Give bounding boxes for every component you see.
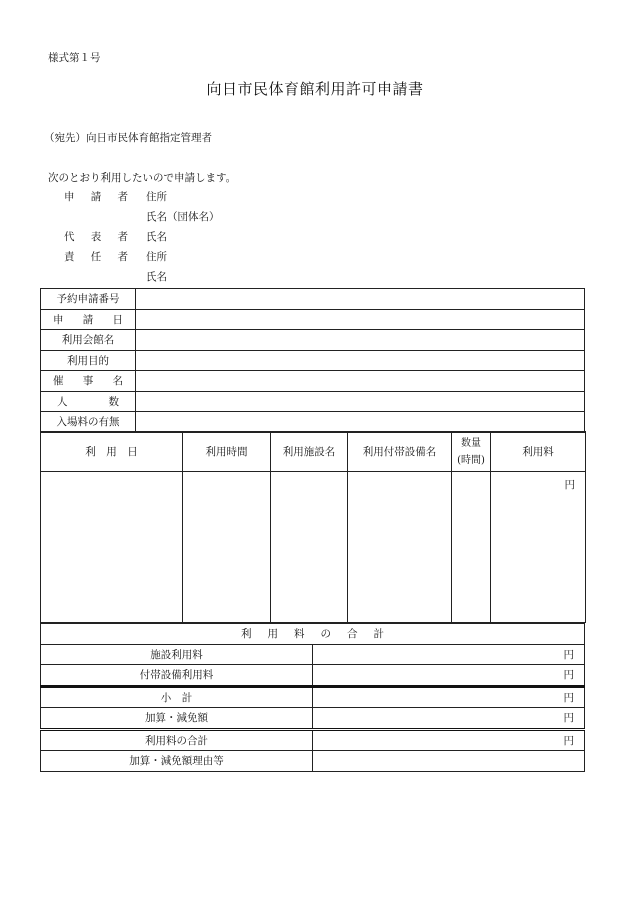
- table-row: [41, 391, 585, 412]
- facility-fee-field[interactable]: 円: [313, 644, 585, 665]
- responsible-address-label: 住所: [146, 251, 167, 263]
- usage-date-cell[interactable]: [41, 472, 183, 623]
- addressee: （宛先）向日市民体育館指定管理者: [44, 132, 212, 144]
- facility-name-header: 利用施設名: [271, 432, 348, 472]
- table-header-row: [41, 624, 585, 645]
- table-row: [41, 472, 586, 623]
- adjustment-label: 加算・減免額: [41, 708, 313, 730]
- adjustment-reason-label: 加算・減免額理由等: [41, 751, 313, 772]
- reservation-number-field[interactable]: [136, 289, 585, 310]
- table-row: [41, 644, 585, 665]
- equipment-name-header: 利用付帯設備名: [348, 432, 452, 472]
- facility-fee-label: 施設利用料: [41, 644, 313, 665]
- equipment-fee-label: 付帯設備利用料: [41, 665, 313, 687]
- table-row: [41, 729, 585, 751]
- table-row: [41, 371, 585, 392]
- usage-time-cell[interactable]: [183, 472, 271, 623]
- event-name-label: 催 事 名: [41, 371, 136, 392]
- admission-fee-field[interactable]: [136, 412, 585, 433]
- fee-unit: 円: [564, 479, 575, 491]
- admission-fee-label: 入場料の有無: [41, 412, 136, 433]
- applicant-role-label: 申 請 者: [64, 191, 128, 203]
- table-row: [41, 289, 585, 310]
- table-row: [41, 686, 585, 708]
- subtotal-field[interactable]: 円: [313, 686, 585, 708]
- fee-summary-table: [40, 623, 585, 772]
- usage-date-header: 利 用 日: [41, 432, 183, 472]
- subtotal-label: 小 計: [41, 686, 313, 708]
- quantity-cell[interactable]: [452, 472, 491, 623]
- fee-total-label: 利用料の合計: [41, 729, 313, 751]
- hall-name-label: 利用会館名: [41, 330, 136, 351]
- representative-name-label: 氏名: [146, 231, 167, 243]
- fee-header: 利用料: [491, 432, 586, 472]
- equipment-name-cell[interactable]: [348, 472, 452, 623]
- representative-role-label: 代 表 者: [64, 231, 128, 243]
- fee-total-heading: 利用料の合計: [41, 624, 585, 645]
- table-row: [41, 350, 585, 371]
- fee-total-field[interactable]: 円: [313, 729, 585, 751]
- table-row: [41, 665, 585, 687]
- intro-text: 次のとおり利用したいので申請します。: [48, 172, 237, 184]
- fee-cell[interactable]: [491, 472, 586, 623]
- document-title: 向日市民体育館利用許可申請書: [206, 80, 424, 98]
- facility-name-cell[interactable]: [271, 472, 348, 623]
- attendance-field[interactable]: [136, 391, 585, 412]
- form-number: 様式第１号: [48, 52, 101, 64]
- hall-name-field[interactable]: [136, 330, 585, 351]
- equipment-fee-field[interactable]: 円: [313, 665, 585, 687]
- applicant-name-org-label: 氏名（団体名）: [146, 211, 220, 223]
- table-row: [41, 412, 585, 433]
- application-date-field[interactable]: [136, 309, 585, 330]
- quantity-header: 数量 (時間): [452, 432, 491, 472]
- application-date-label: 申 請 日: [41, 309, 136, 330]
- adjustment-reason-field[interactable]: [313, 751, 585, 772]
- purpose-label: 利用目的: [41, 350, 136, 371]
- attendance-label: 人 数: [41, 391, 136, 412]
- responsible-name-label: 氏名: [146, 271, 167, 283]
- table-row: [41, 309, 585, 330]
- adjustment-field[interactable]: 円: [313, 708, 585, 730]
- table-row: [41, 751, 585, 772]
- table-header-row: [41, 432, 586, 472]
- usage-details-table: [40, 431, 586, 623]
- table-row: [41, 708, 585, 730]
- purpose-field[interactable]: [136, 350, 585, 371]
- applicant-address-label: 住所: [146, 191, 167, 203]
- usage-time-header: 利用時間: [183, 432, 271, 472]
- reservation-number-label: 予約申請番号: [41, 289, 136, 310]
- responsible-role-label: 責 任 者: [64, 251, 128, 263]
- application-info-table: [40, 288, 585, 433]
- event-name-field[interactable]: [136, 371, 585, 392]
- table-row: [41, 330, 585, 351]
